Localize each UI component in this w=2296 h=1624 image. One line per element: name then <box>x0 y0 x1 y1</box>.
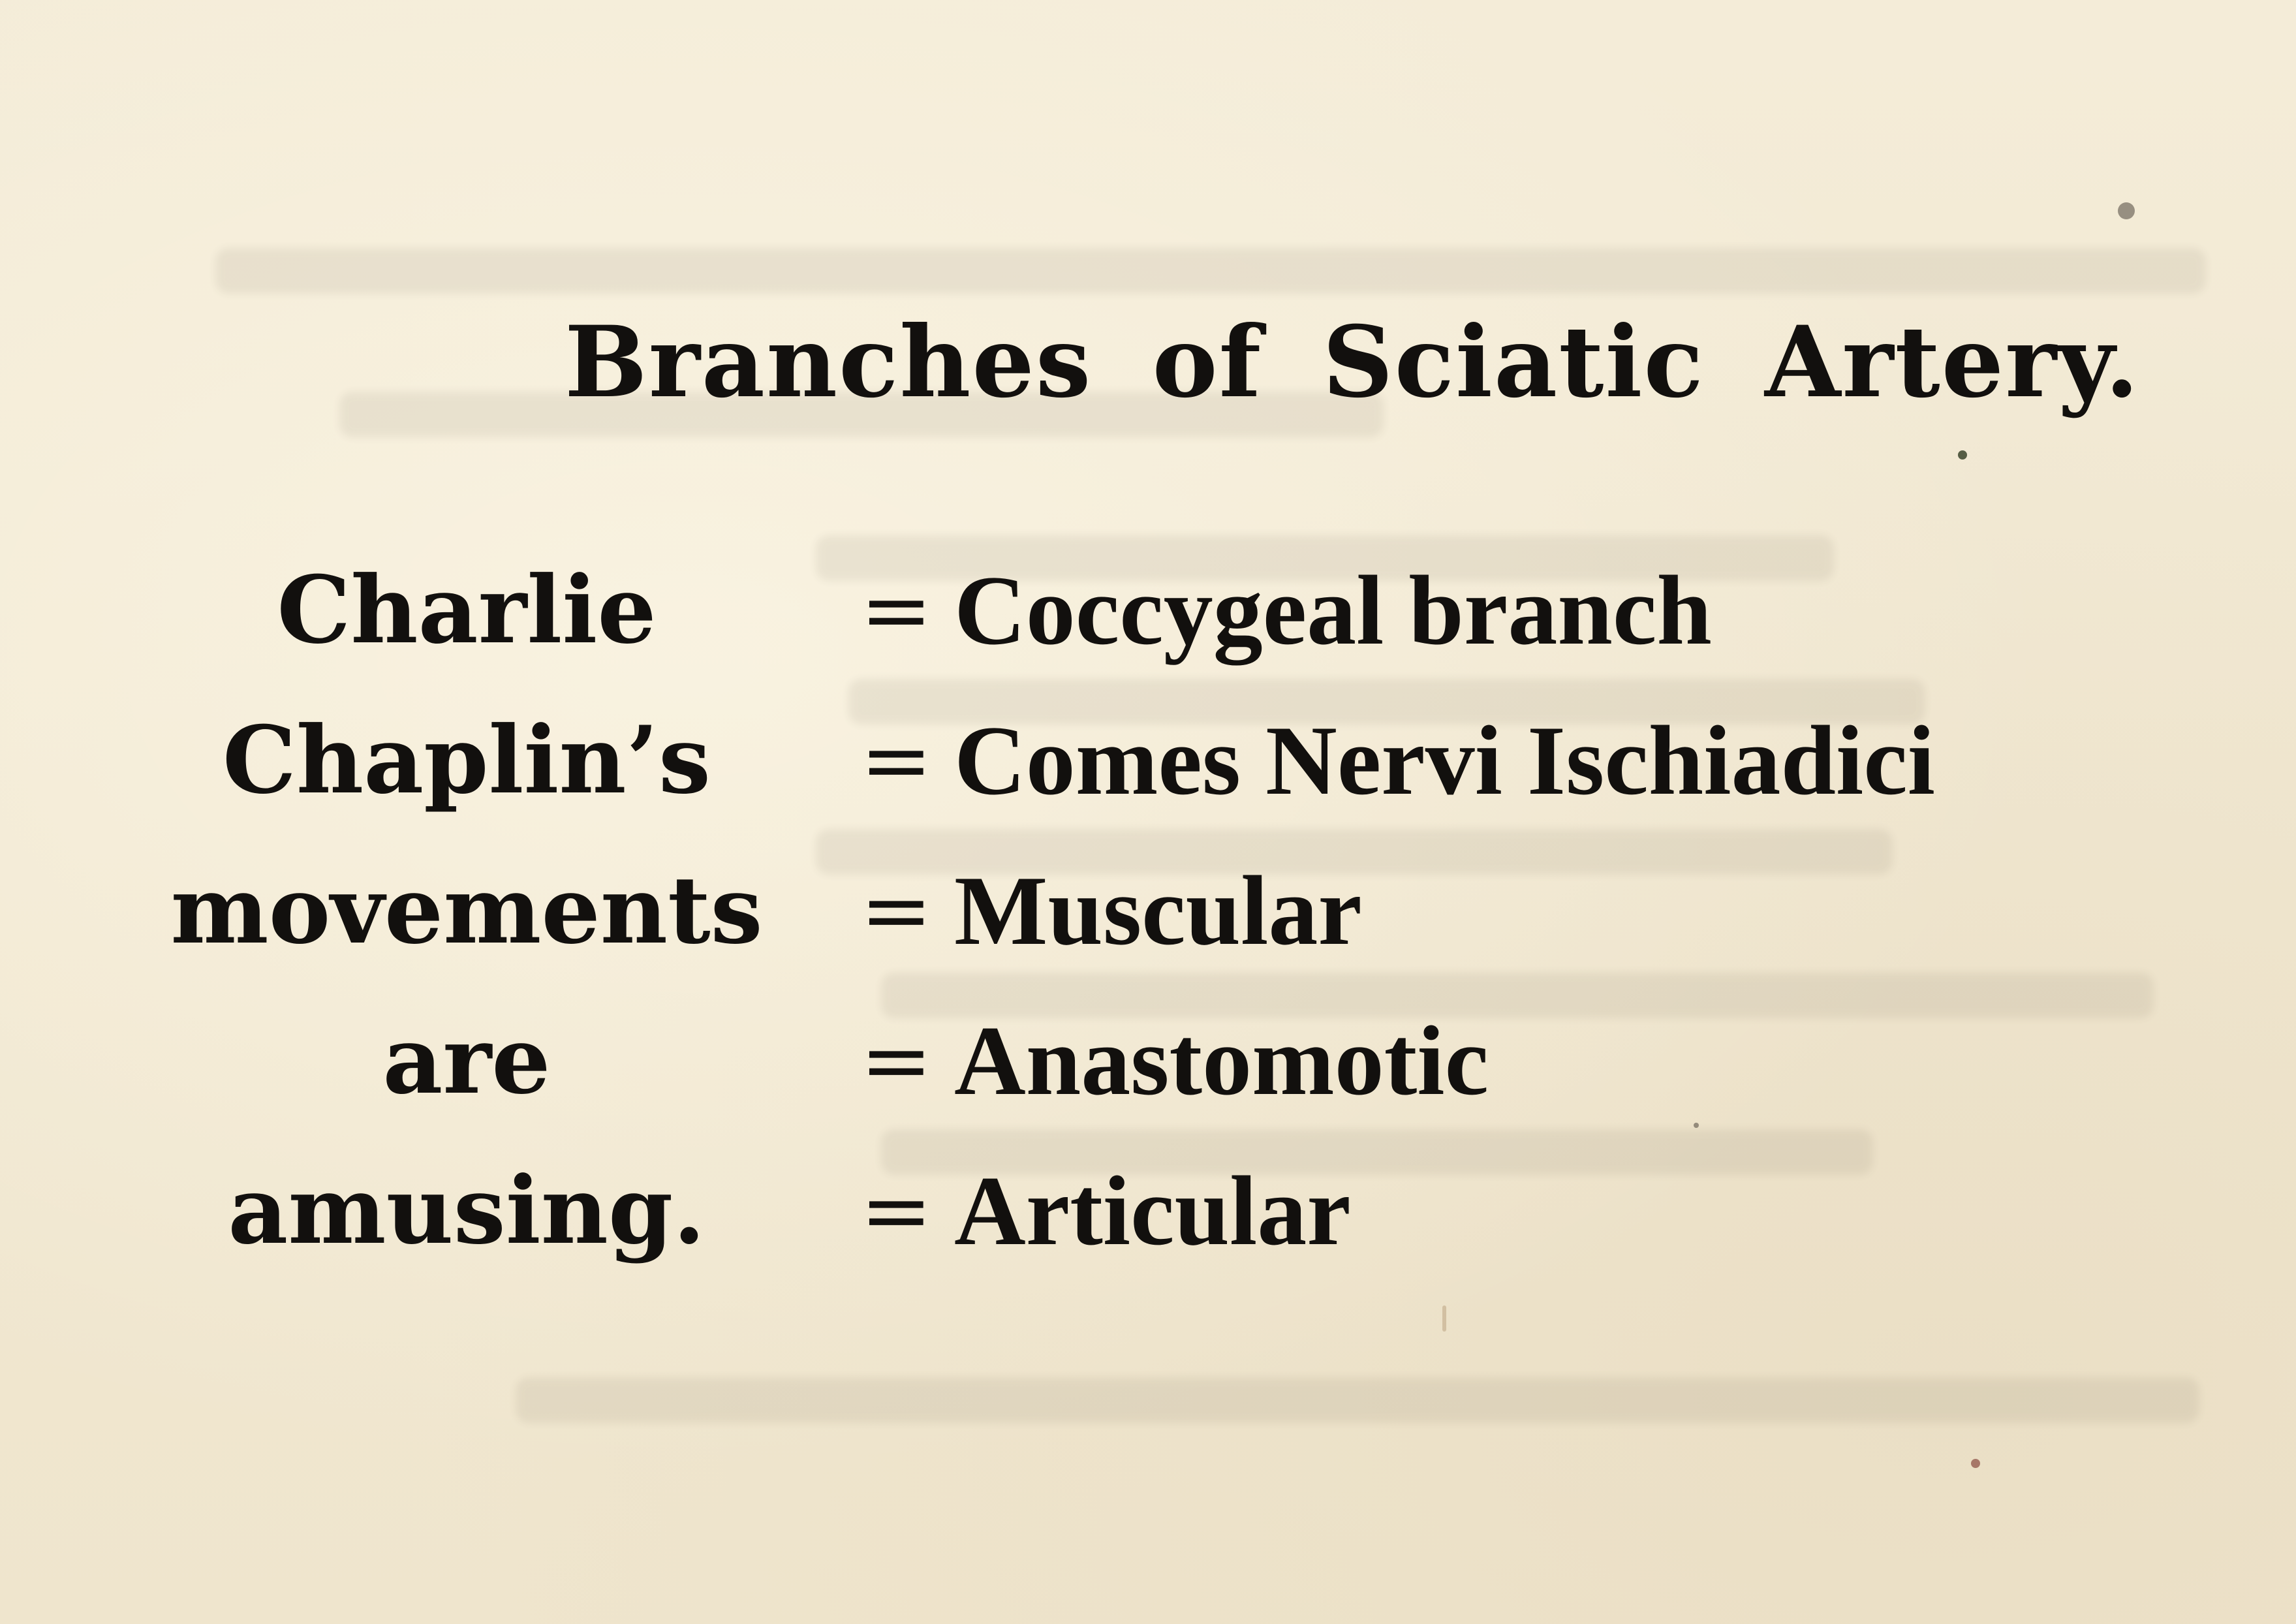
equals-sign: = <box>860 1161 933 1261</box>
paper-speck <box>1442 1305 1446 1332</box>
equals-sign: = <box>860 560 933 661</box>
branch-name: Muscular <box>954 856 1362 965</box>
mnemonic-row <box>0 986 2296 1136</box>
branch-name: Anastomotic <box>954 1006 1489 1116</box>
paper-speck <box>1958 450 1967 460</box>
mnemonic-word: Chaplin’s <box>222 706 711 815</box>
mnemonic-row <box>0 1136 2296 1286</box>
mnemonic-row <box>0 535 2296 685</box>
mnemonic-word: are <box>382 1007 551 1115</box>
page-title: Branches of Sciatic Artery. <box>565 305 2141 420</box>
mnemonic-row <box>0 685 2296 835</box>
mnemonic-word: amusing. <box>228 1157 706 1265</box>
branch-name: Comes Nervi Ischiadici <box>954 706 1935 815</box>
branch-name: Articular <box>954 1156 1351 1266</box>
equals-sign: = <box>860 1010 933 1111</box>
branch-name: Coccygeal branch <box>954 555 1712 665</box>
mnemonic-row <box>0 835 2296 986</box>
equals-sign: = <box>860 860 933 961</box>
paper-speck <box>1971 1459 1980 1468</box>
paper-speck <box>1694 1123 1699 1128</box>
mnemonic-word: movements <box>170 856 763 965</box>
mnemonic-word: Charlie <box>277 556 657 664</box>
paper-speck <box>2118 202 2135 219</box>
equals-sign: = <box>860 710 933 811</box>
